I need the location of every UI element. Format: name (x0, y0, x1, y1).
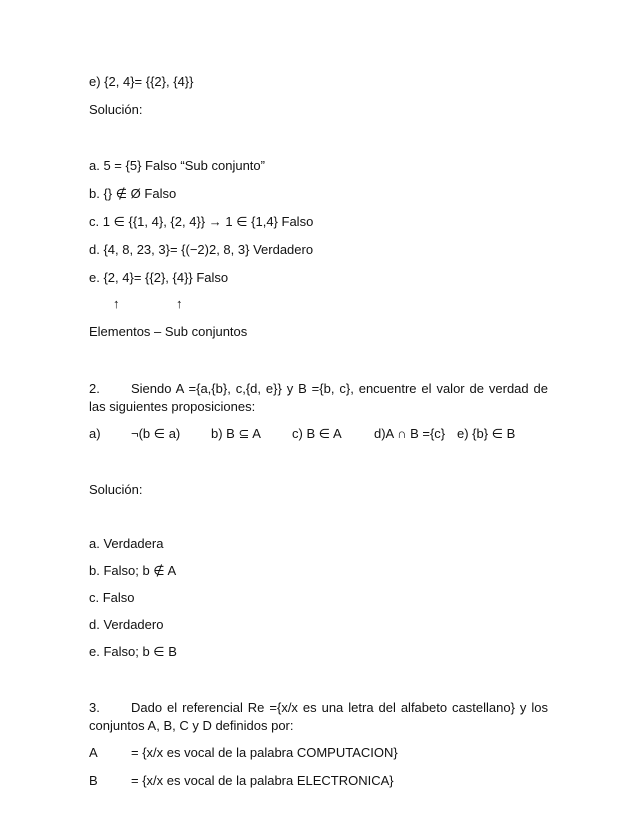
item-c: c) B ∈ A (292, 426, 342, 441)
item-a-expression: ¬(b ∈ a) (131, 426, 181, 441)
solution-2-d: d. Verdadero (89, 617, 164, 632)
set-b-definition: = {x/x es vocal de la palabra ELECTRONICA} (131, 773, 394, 788)
up-arrow-icon: ↑ (176, 296, 183, 311)
solution-2-a: a. Verdadera (89, 536, 164, 551)
solution-2-c: c. Falso (89, 590, 135, 605)
set-a-label: A (89, 745, 98, 760)
set-a-definition: = {x/x es vocal de la palabra COMPUTACION} (131, 745, 398, 760)
exercise-e-statement: e) {2, 4}= {{2}, {4}} (89, 74, 194, 89)
question-2-text (89, 380, 548, 416)
solution-2-b: b. Falso; b ∉ A (89, 563, 177, 578)
solution-line-c: c. 1 ∈ {{1, 4}, {2, 4}} → 1 ∈ {1,4} Falso (89, 214, 314, 229)
question-2-number: 2. (89, 381, 100, 396)
question-3-text (89, 699, 548, 735)
solution-line-a: a. 5 = {5} Falso “Sub conjunto” (89, 158, 265, 173)
item-e: e) {b} ∈ B (457, 426, 516, 441)
solution-2-e: e. Falso; b ∈ B (89, 644, 177, 659)
solution-2-heading: Solución: (89, 482, 143, 497)
question-2-body: Siendo A ={a,{b}, c,{d, e}} y B ={b, c}, encuentre el valor de verdad de las siguientes proposiciones: (89, 381, 548, 414)
question-3-body: Dado el referencial Re ={x/x es una letra del alfabeto castellano} y los conjuntos A, B, C y D definidos por: (89, 700, 548, 733)
elements-subsets-caption: Elementos – Sub conjuntos (89, 324, 248, 339)
solution-heading: Solución: (89, 102, 143, 117)
item-a-label: a) (89, 426, 101, 441)
set-b-label: B (89, 773, 98, 788)
item-d: d)A ∩ B ={c} (374, 426, 446, 441)
solution-line-d: d. {4, 8, 23, 3}= {(−2)2, 8, 3} Verdadero (89, 242, 314, 257)
item-b: b) B ⊆ A (211, 426, 261, 441)
solution-line-b: b. {} ∉ Ø Falso (89, 186, 177, 201)
question-3-number: 3. (89, 700, 100, 715)
solution-line-e: e. {2, 4}= {{2}, {4}} Falso (89, 270, 229, 285)
up-arrow-icon: ↑ (113, 296, 120, 311)
